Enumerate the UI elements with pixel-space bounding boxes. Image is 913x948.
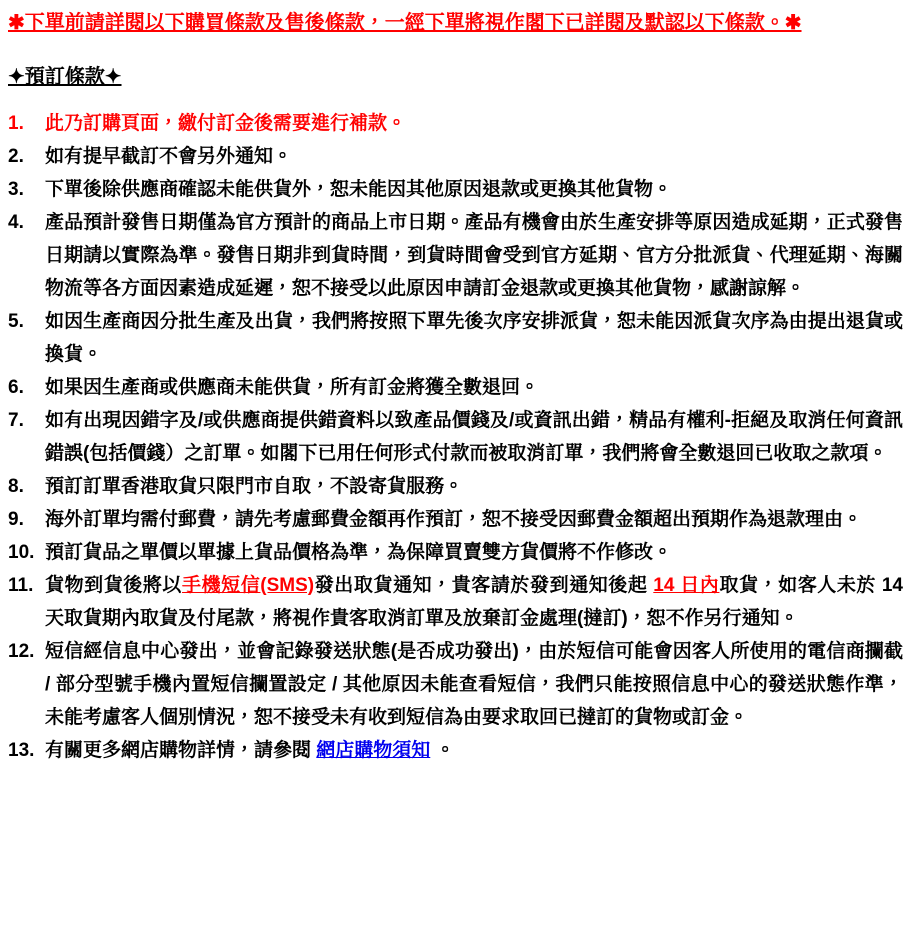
term-text bbox=[45, 107, 905, 140]
term-number: 9. bbox=[8, 509, 24, 530]
term-number: 6. bbox=[8, 377, 24, 398]
term-text bbox=[45, 305, 905, 371]
term-segment: 產品預計發售日期僅為官方預計的商品上市日期。產品有機會由於生產安排等原因造成延期，正式發售日期請以實際為準。發售日期非到貨時間，到貨時間會受到官方延期、官方分批派貨、代理延期、海關物流等各方面因素造成延遲，恕不接受以此原因申請訂金退款或更換其他貨物，感謝諒解。 bbox=[45, 212, 903, 299]
term-segment: 下單後除供應商確認未能供貨外，恕未能因其他原因退款或更換其他貨物。 bbox=[45, 179, 673, 200]
term-text bbox=[45, 734, 905, 767]
term-number: 12. bbox=[8, 641, 35, 662]
term-item-12 bbox=[8, 635, 905, 734]
term-number: 10. bbox=[8, 542, 35, 563]
term-item-4 bbox=[8, 206, 905, 305]
term-segment: 短信經信息中心發出，並會記錄發送狀態(是否成功發出)，由於短信可能會因客人所使用的電信商攔截 / 部分型號手機內置短信攔置設定 / 其他原因未能查看短信，我們只能按照信息中心的發送狀態作準，未能考慮客人個別情況，恕不接受未有收到短信為由要求取回已撻訂的貨物或訂金。 bbox=[45, 641, 903, 728]
term-segment: 海外訂單均需付郵費，請先考慮郵費金額再作預訂，恕不接受因郵費金額超出預期作為退款理由。 bbox=[45, 509, 863, 530]
term-text bbox=[45, 503, 905, 536]
term-text bbox=[45, 470, 905, 503]
term-item-7 bbox=[8, 404, 905, 470]
term-item-8 bbox=[8, 470, 905, 503]
term-segment: 取貨，如客人未於 14 天取貨期內取貨及付尾款，將視作貴客取消訂單及放棄訂金處理(撻訂)，恕不作另行通知。 bbox=[45, 575, 904, 629]
term-item-10 bbox=[8, 536, 905, 569]
term-text bbox=[45, 173, 905, 206]
term-item-3 bbox=[8, 173, 905, 206]
term-text bbox=[45, 635, 905, 734]
term-number: 13. bbox=[8, 740, 35, 761]
term-item-9 bbox=[8, 503, 905, 536]
term-segment: 貨物到貨後將以 bbox=[45, 575, 183, 596]
term-text bbox=[45, 206, 905, 305]
store-shopping-guide-link[interactable]: 網店購物須知 bbox=[316, 740, 431, 761]
term-segment: 有關更多網店購物詳情，請參閱 bbox=[45, 740, 317, 761]
term-number: 11. bbox=[8, 575, 34, 596]
term-segment: 如因生產商因分批生產及出貨，我們將按照下單先後次序安排派貨，恕未能因派貨次序為由提出退貨或換貨。 bbox=[45, 311, 903, 365]
terms-notice-title: ✱下單前請詳閱以下購買條款及售後條款，一經下單將視作閣下已詳閱及默認以下條款。✱ bbox=[8, 12, 802, 34]
term-item-5 bbox=[8, 305, 905, 371]
term-text bbox=[45, 404, 905, 470]
term-item-6 bbox=[8, 371, 905, 404]
term-number: 1. bbox=[8, 113, 24, 134]
term-item-11 bbox=[8, 569, 905, 635]
term-segment: 如果因生產商或供應商未能供貨，所有訂金將獲全數退回。 bbox=[45, 377, 540, 398]
term-number: 3. bbox=[8, 179, 24, 200]
term-segment: 發出取貨通知，貴客請於發到通知後起 bbox=[314, 575, 654, 596]
term-number: 5. bbox=[8, 311, 24, 332]
term-item-1 bbox=[8, 107, 905, 140]
term-text bbox=[45, 536, 905, 569]
term-text bbox=[45, 140, 905, 173]
term-segment: 14 日內 bbox=[653, 575, 720, 596]
term-segment: 預訂貨品之單價以單據上貨品價格為準，為保障買賣雙方貨價將不作修改。 bbox=[45, 542, 673, 563]
term-segment: 如有出現因錯字及/或供應商提供錯資料以致產品價錢及/或資訊出錯，精品有權利-拒絕及取消任何資訊錯誤(包括價錢）之訂單。如閣下已用任何形式付款而被取消訂單，我們將會全數退回已收取之款項。 bbox=[45, 410, 903, 464]
term-segment: 此乃訂購頁面，繳付訂金後需要進行補款。 bbox=[45, 113, 407, 134]
term-text bbox=[45, 569, 905, 635]
term-number: 8. bbox=[8, 476, 24, 497]
term-segment: 預訂訂單香港取貨只限門市自取，不設寄貨服務。 bbox=[45, 476, 464, 497]
term-item-13 bbox=[8, 734, 905, 767]
term-segment: 手機短信(SMS) bbox=[182, 575, 315, 596]
term-number: 2. bbox=[8, 146, 24, 167]
term-item-2 bbox=[8, 140, 905, 173]
term-segment: 。 bbox=[430, 740, 455, 761]
terms-list bbox=[8, 107, 905, 767]
term-text bbox=[45, 371, 905, 404]
preorder-terms-heading: ✦預訂條款✦ bbox=[8, 66, 122, 88]
term-number: 7. bbox=[8, 410, 24, 431]
term-segment: 如有提早截訂不會另外通知。 bbox=[45, 146, 293, 167]
term-number: 4. bbox=[8, 212, 24, 233]
